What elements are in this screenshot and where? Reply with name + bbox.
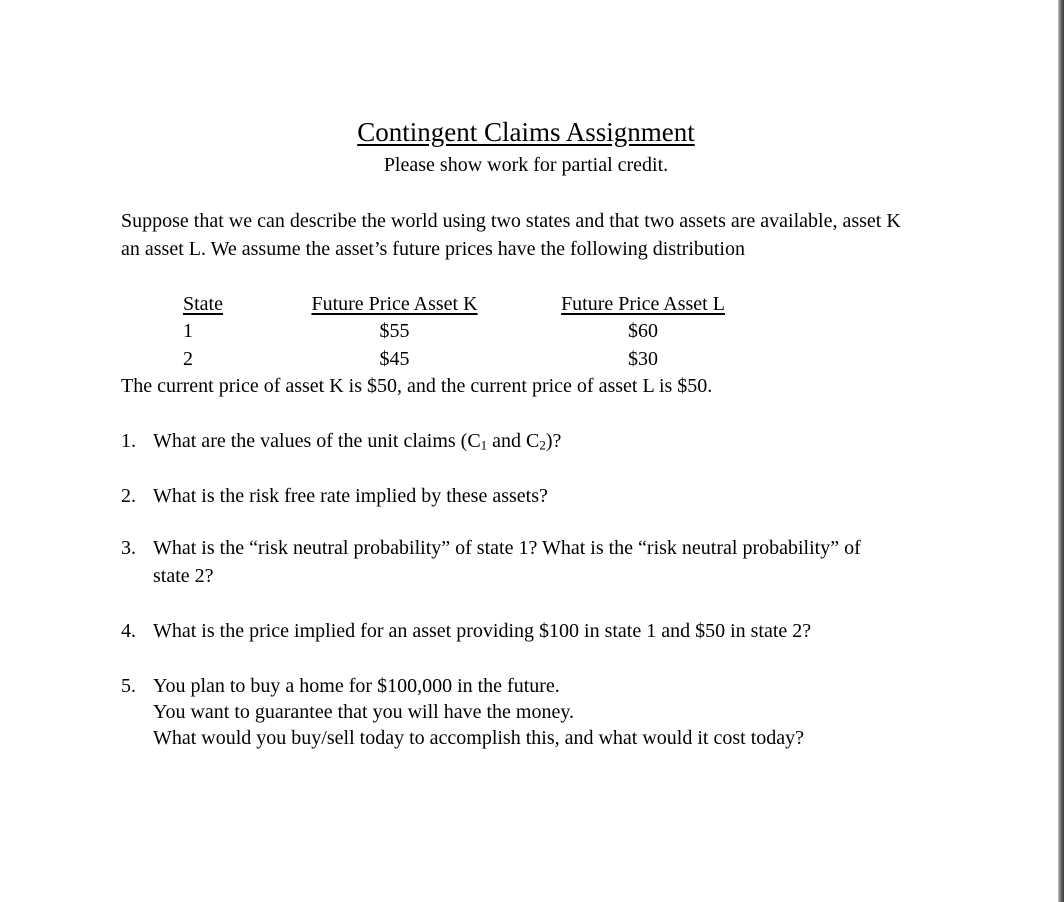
table-cell-k-state-2: $45	[379, 348, 410, 370]
intro-line-1: Suppose that we can describe the world using two states and that two assets are available, asset K	[121, 210, 901, 232]
question-2-text: What is the risk free rate implied by these assets?	[153, 485, 548, 507]
question-4-number: 4.	[121, 620, 136, 642]
question-3-line-1: What is the “risk neutral probability” of state 1? What is the “risk neutral probability” of	[153, 537, 861, 559]
question-2-number: 2.	[121, 485, 136, 507]
table-cell-l-state-2: $30	[628, 348, 658, 370]
question-3-line-2: state 2?	[153, 565, 214, 587]
table-cell-l-state-1: $60	[628, 320, 658, 342]
table-header-asset-l: Future Price Asset L	[561, 293, 725, 315]
table-cell-k-state-1: $55	[379, 320, 410, 342]
document-subtitle: Please show work for partial credit.	[383, 154, 669, 176]
table-header-state: State	[183, 293, 223, 315]
current-price-text: The current price of asset K is $50, and the current price of asset L is $50.	[121, 375, 713, 397]
question-5-line-1: You plan to buy a home for $100,000 in the future.	[153, 675, 560, 697]
table-cell-state-1: 1	[183, 320, 193, 342]
question-4-text: What is the price implied for an asset providing $100 in state 1 and $50 in state 2?	[153, 620, 812, 642]
question-5-number: 5.	[121, 675, 136, 697]
intro-line-2: an asset L. We assume the asset’s future prices have the following distribution	[121, 238, 745, 260]
question-1-text: What are the values of the unit claims ($C_1$ and $C_2$)?	[153, 430, 562, 453]
window-edge	[1058, 0, 1064, 902]
question-1-number: 1.	[121, 430, 136, 452]
question-5-line-3: What would you buy/sell today to accomplish this, and what would it cost today?	[153, 727, 805, 749]
table-cell-state-2: 2	[183, 348, 193, 370]
table-header-asset-k: Future Price Asset K	[311, 293, 478, 315]
document-title: Contingent Claims Assignment	[357, 117, 695, 147]
question-5-line-2: You want to guarantee that you will have the money.	[153, 701, 575, 723]
question-3-number: 3.	[121, 537, 136, 559]
